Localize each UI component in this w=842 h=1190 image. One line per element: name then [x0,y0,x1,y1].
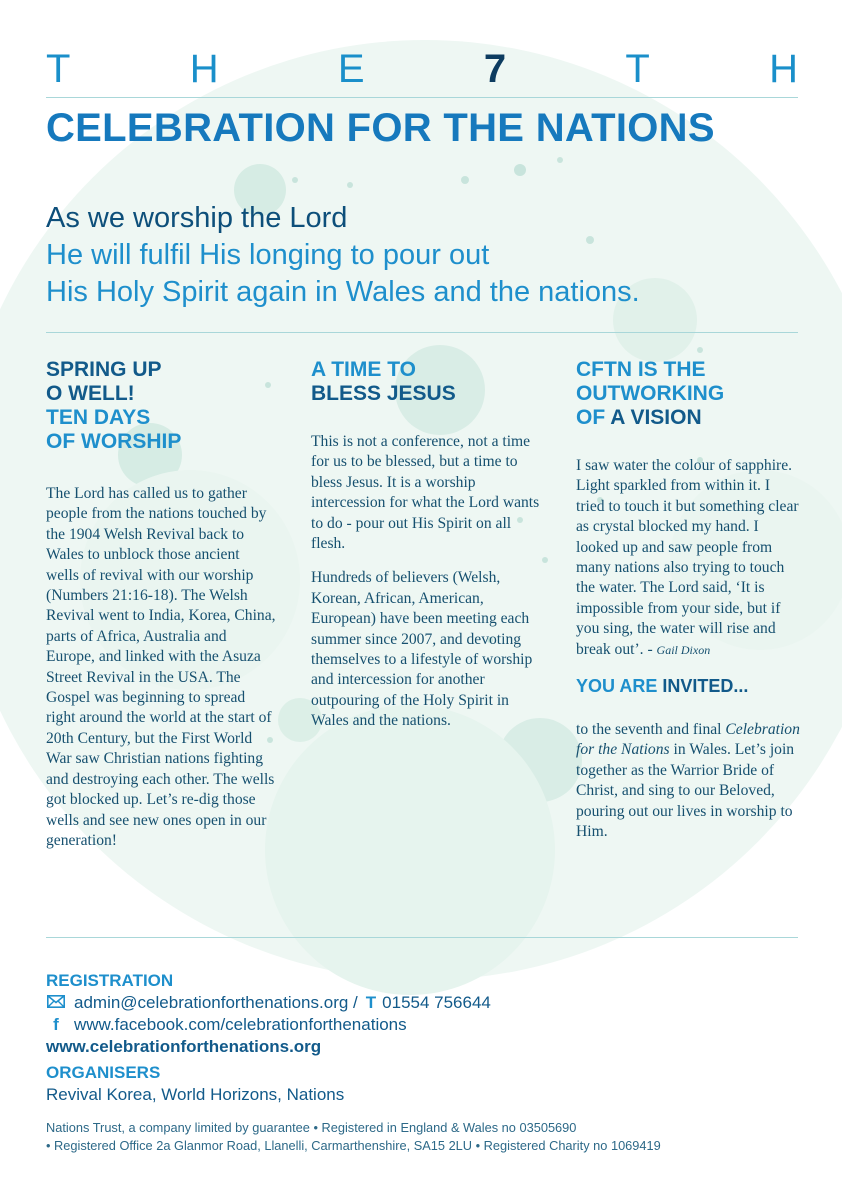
invite-text: in Wales. Let’s join together as the Warrior Bride of Christ, and sing to our Beloved, pouring out our lives in worship to Him. [576,741,795,841]
email-link[interactable]: admin@celebrationforthenations.org / [74,993,358,1012]
heading-line: SPRING UP [46,358,162,381]
column-heading [576,358,802,430]
paragraph: Hundreds of believers (Welsh, Korean, African, American, European) have been meeting each summer since 2007, and devoting themselves to a lifestyle of worship and intercession for another outpouring of the Holy Spirit in Wales and the nations. [311,569,533,730]
lead-line: He will fulfil His longing to pour out [46,239,490,271]
column-spring-up [46,358,276,865]
page-title: CELEBRATION FOR THE NATIONS [46,106,715,150]
facebook-link[interactable]: www.facebook.com/celebrationforthenations [74,1015,407,1034]
column-body [46,484,276,851]
website-link[interactable]: www.celebrationforthenations.org [46,1037,322,1056]
divider [46,97,798,98]
heading-fragment: A VISION [610,406,702,429]
column-vision [576,358,802,857]
column-body [311,432,541,732]
invite-text: to the seventh and final [576,721,722,739]
lead-line: As we worship the Lord [46,202,348,234]
lead-line: His Holy Spirit again in Wales and the nations. [46,276,640,308]
organisers-label: ORGANISERS [46,1063,161,1082]
footer-line: Nations Trust, a company limited by guarantee • Registered in England & Wales no 03505690 [46,1120,577,1135]
footer-line: • Registered Office 2a Glanmor Road, Llanelli, Carmarthenshire, SA15 2LU • Registered Charity no 1069419 [46,1138,661,1153]
heading-letter: H [189,46,219,91]
column-heading [311,358,541,406]
vision-paragraph [576,456,802,660]
heading-fragment: OF [576,406,606,429]
paragraph: The Lord has called us to gather people from the nations touched by the 1904 Welsh Revival back to Wales to unblock those ancient wells of revival with our worship (Numbers 21:16-18). The Welsh Revival went to India, Korea, China, parts of Africa, Australia and Europe, and linked with the Asuza Street Revival in the USA. The Gospel was beginning to spread right around the world at the start of 20th Century, but the First World War saw Christian nations fighting and destroying each other. The wells got blocked up. Let’s re-dig those wells and see new ones open in our generation! [46,485,276,849]
telephone-label: T [365,993,377,1012]
facebook-icon: f [53,1015,59,1034]
divider [46,332,798,333]
facebook-line [46,1014,806,1036]
heading-fragment: YOU ARE [576,676,658,697]
registration-label: REGISTRATION [46,971,174,990]
heading-line: O WELL! [46,382,135,405]
vision-text: I saw water the colour of sapphire. Light sparkled from within it. I tried to touch it but something clear as crystal blocked my hand. I looked up and saw people from many nations also trying to touch the water. The Lord said, ‘It is impossible from your side, but if you sing, the water will rise and break out’. - [576,457,799,658]
heading-letter: E [337,46,365,91]
the-7th-heading [46,46,798,92]
heading-line: CFTN IS THE [576,358,706,381]
lead-statement [46,200,806,311]
signature: Gail Dixon [656,642,711,657]
phone-number[interactable]: 01554 756644 [382,993,491,1012]
contact-line [46,992,806,1014]
heading-line: OF WORSHIP [46,430,182,453]
heading-letter: T [625,46,650,91]
column-heading [46,358,276,454]
divider [46,937,798,938]
heading-letter: T [46,46,71,91]
organisers-list: Revival Korea, World Horizons, Nations [46,1085,345,1104]
invite-paragraph [576,720,802,842]
heading-line [576,406,802,430]
heading-number: 7 [483,46,507,91]
contact-section [46,970,806,1106]
envelope-icon [46,992,66,1014]
heading-fragment: INVITED... [662,676,749,697]
column-time-to-bless [311,358,541,746]
legal-footer [46,1119,806,1155]
invite-heading [576,674,802,698]
paragraph: This is not a conference, not a time for us to be blessed, but a time to bless Jesus. It is a worship intercession for what the Lord wants to do - pour out His Spirit on all flesh. [311,433,540,553]
event-name: Celebration for the Nations [576,721,800,759]
column-body [576,456,802,660]
invite-body [576,720,802,842]
heading-line: TEN DAYS [46,406,151,429]
heading-line: OUTWORKING [576,382,725,405]
heading-letter: H [769,46,798,91]
heading-line: A TIME TO [311,358,416,381]
heading-line: BLESS JESUS [311,382,456,405]
